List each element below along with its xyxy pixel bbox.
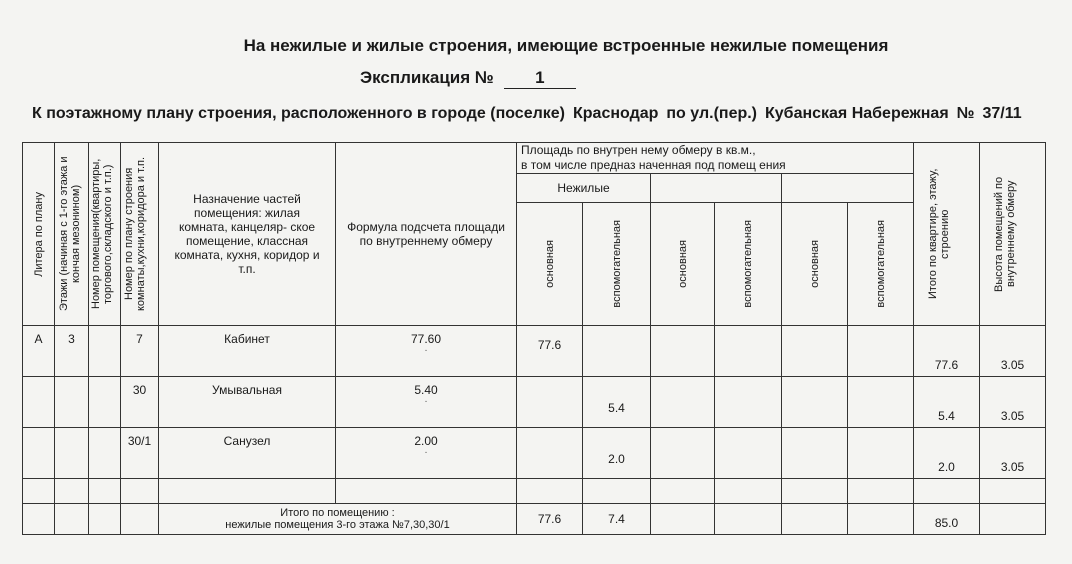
cell-empty [848, 377, 914, 428]
cell-empty [782, 377, 848, 428]
header-total: Итого по квартире, этажу, строению [914, 143, 980, 326]
cell-main: 77.6 [517, 326, 583, 377]
explication-table [22, 142, 1046, 535]
header-area-line2: в том числе предназ наченная под помещ ения [521, 158, 786, 172]
header-area-line1: Площадь по внутрен нему обмеру в кв.м., [521, 143, 756, 157]
cell-formula: 77.60 . [336, 326, 517, 377]
summary-main: 77.6 [517, 504, 583, 535]
building-address-line [32, 105, 1030, 123]
cell-aux: 2.0 [583, 428, 651, 479]
summary-aux: 7.4 [583, 504, 651, 535]
cell-empty [782, 428, 848, 479]
cell-empty [651, 428, 715, 479]
summary-line1: Итого по помещению : [280, 507, 395, 519]
cell-floor: 3 [55, 326, 89, 377]
cell-litera [23, 428, 55, 479]
header-floors: Этажи (начиная с 1-го этажа и кончая мезонином) [55, 143, 89, 326]
header-aux-2: вспомогательная [715, 203, 782, 326]
explication-title [360, 68, 576, 89]
cell-empty [715, 326, 782, 377]
table-row [23, 326, 1046, 377]
cell-main [517, 377, 583, 428]
explication-number: 1 [504, 68, 576, 89]
cell-total: 5.4 [914, 377, 980, 428]
address-street-label: по ул.(пер.) [666, 105, 758, 122]
cell-height: 3.05 [980, 428, 1046, 479]
cell-empty [715, 377, 782, 428]
address-prefix: К поэтажному плану строения, расположенного в городе (поселке) [32, 105, 565, 122]
cell-main [517, 428, 583, 479]
cell-purpose: Кабинет [159, 326, 336, 377]
cell-room: 30/1 [121, 428, 159, 479]
table-row [23, 428, 1046, 479]
header-main-3: основная [782, 203, 848, 326]
summary-label [159, 504, 517, 535]
cell-litera [23, 377, 55, 428]
header-area-group [517, 143, 914, 174]
header-formula: Формула подсчета площади по внутреннему обмеру [336, 143, 517, 326]
cell-height: 3.05 [980, 377, 1046, 428]
header-main-1: основная [517, 203, 583, 326]
cell-formula: 2.00 . [336, 428, 517, 479]
address-number: 37/11 [982, 105, 1022, 122]
header-group3 [782, 174, 914, 203]
cell-aux: 5.4 [583, 377, 651, 428]
cell-room: 7 [121, 326, 159, 377]
header-aux-3: вспомогательная [848, 203, 914, 326]
cell-formula: 5.40 . [336, 377, 517, 428]
cell-floor [55, 428, 89, 479]
summary-total: 85.0 [914, 504, 980, 535]
summary-row [23, 504, 1046, 535]
cell-total: 77.6 [914, 326, 980, 377]
header-group2 [651, 174, 782, 203]
header-main-2: основная [651, 203, 715, 326]
cell-empty [715, 428, 782, 479]
cell-room: 30 [121, 377, 159, 428]
cell-aux [583, 326, 651, 377]
cell-height: 3.05 [980, 326, 1046, 377]
table-row-empty [23, 479, 1046, 504]
cell-premises [89, 428, 121, 479]
header-nonresidential: Нежилые [517, 174, 651, 203]
cell-premises [89, 377, 121, 428]
cell-purpose: Умывальная [159, 377, 336, 428]
header-room-number: Номер по плану строения комнаты,кухни,коридора и т.п. [121, 143, 159, 326]
header-litera: Литера по плану [23, 143, 55, 326]
address-city: Краснодар [573, 105, 659, 122]
cell-total: 2.0 [914, 428, 980, 479]
address-number-label: № [956, 105, 975, 122]
cell-empty [651, 326, 715, 377]
summary-line2: нежилые помещения 3-го этажа №7,30,30/1 [225, 519, 450, 531]
document-title: На нежилые и жилые строения, имеющие встроенные нежилые помещения [243, 36, 889, 55]
cell-empty [848, 326, 914, 377]
cell-empty [651, 377, 715, 428]
cell-empty [848, 428, 914, 479]
header-purpose: Назначение частей помещения: жилая комната, канцеляр- ское помещение, классная комната, кухня, коридор и т.п. [159, 143, 336, 326]
header-aux-1: вспомогательная [583, 203, 651, 326]
explication-label: Экспликация № [360, 68, 494, 87]
cell-premises [89, 326, 121, 377]
table-row [23, 377, 1046, 428]
cell-empty [782, 326, 848, 377]
cell-purpose: Санузел [159, 428, 336, 479]
cell-floor [55, 377, 89, 428]
header-premises-number: Номер помещения(квартиры, торгового,складского и т.п.) [89, 143, 121, 326]
cell-litera: А [23, 326, 55, 377]
header-height: Высота помещений по внутреннему обмеру [980, 143, 1046, 326]
address-street: Кубанская Набережная [765, 105, 949, 122]
